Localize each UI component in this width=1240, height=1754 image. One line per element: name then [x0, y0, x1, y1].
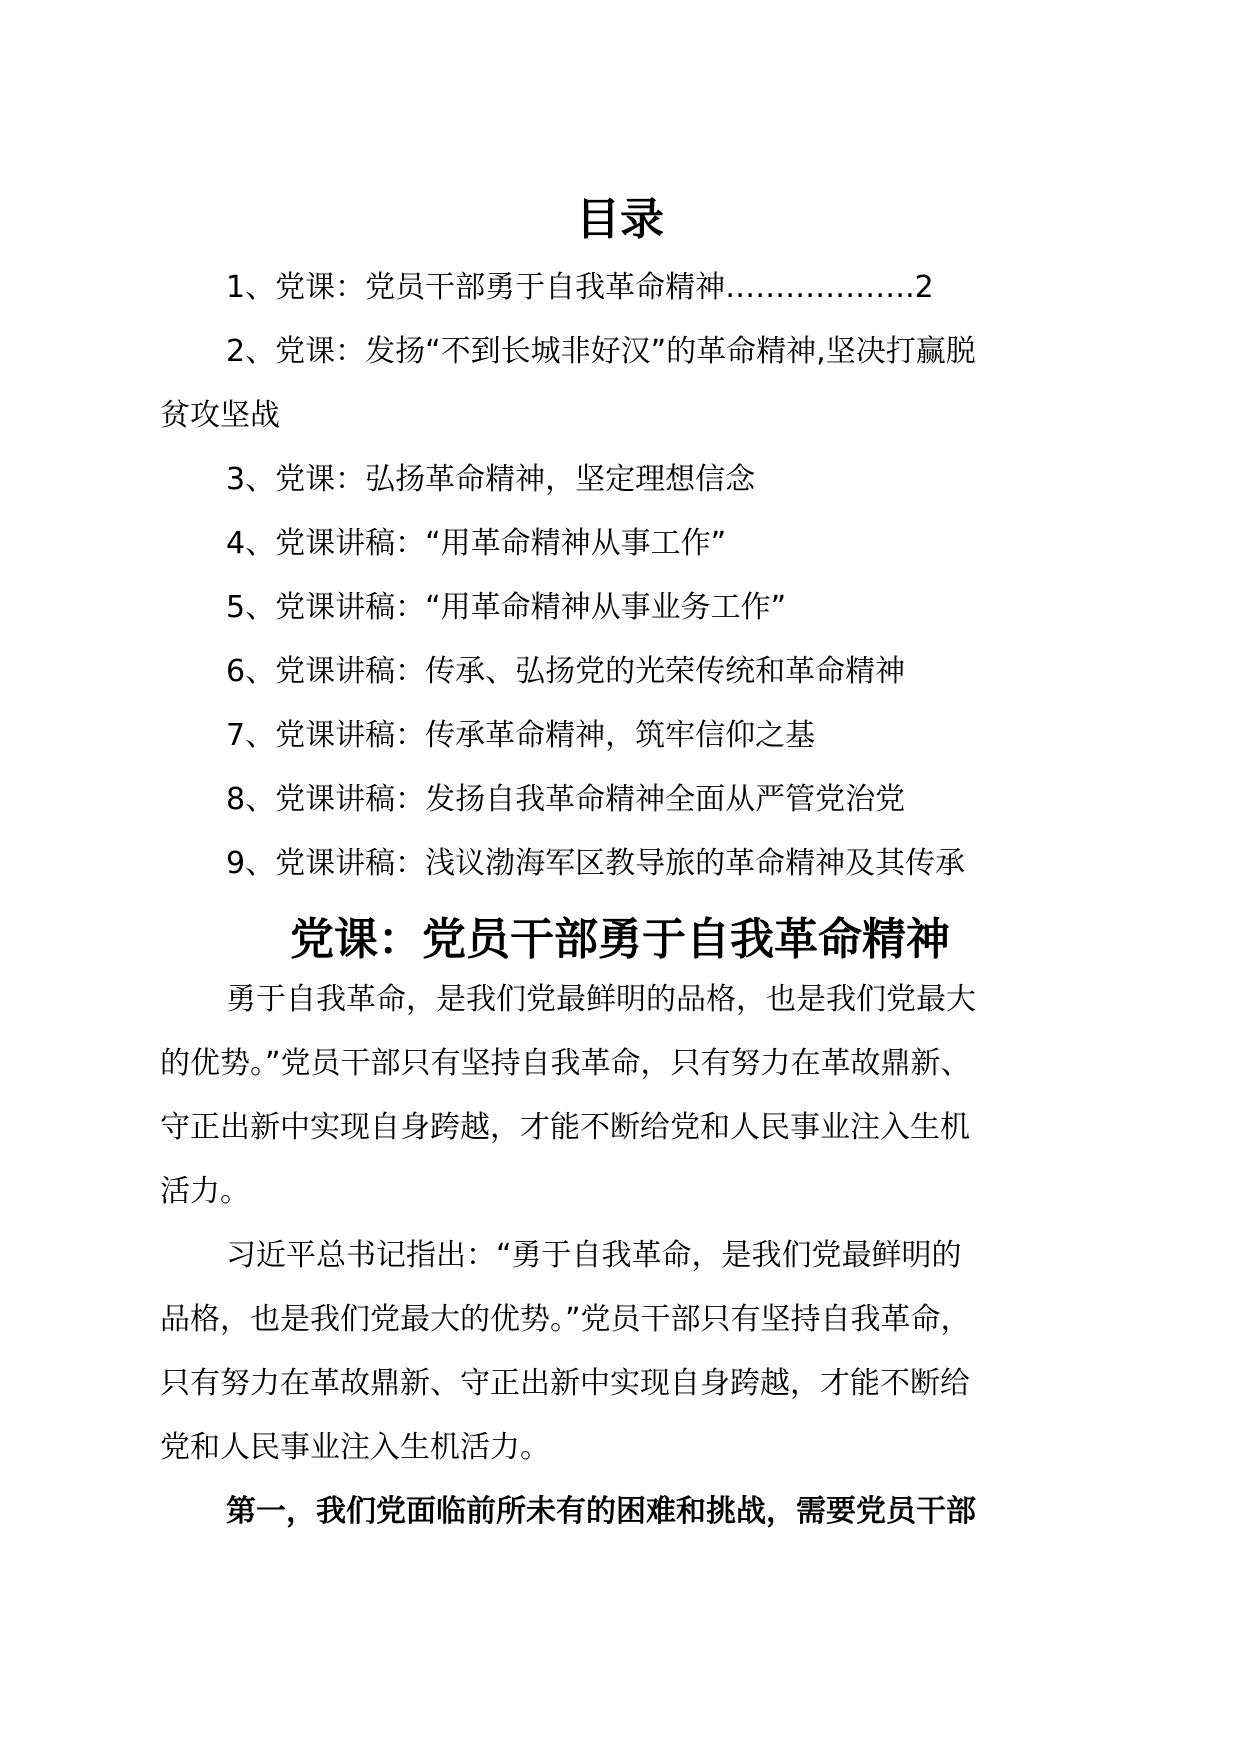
- paragraph-1-line-3: 守正出新中实现自身跨越，才能不断给党和人民事业注入生机: [160, 1110, 970, 1145]
- paragraph-3-line-1: 第一，我们党面临前所未有的困难和挑战，需要党员干部: [226, 1494, 976, 1529]
- paragraph-2-line-1: 习近平总书记指出：“勇于自我革命，是我们党最鲜明的: [226, 1238, 962, 1273]
- article-heading: 党课：党员干部勇于自我革命精神: [290, 914, 950, 965]
- toc-item-1: 1、党课：党员干部勇于自我革命精神……………….2: [226, 270, 934, 305]
- toc-item-5: 5、党课讲稿：“用革命精神从事业务工作”: [226, 590, 787, 625]
- toc-item-2-continued: 贫攻坚战: [160, 398, 280, 433]
- paragraph-2-line-4: 党和人民事业注入生机活力。: [160, 1430, 550, 1465]
- paragraph-2-line-2: 品格，也是我们党最大的优势。”党员干部只有坚持自我革命，: [160, 1302, 971, 1337]
- toc-title: 目录: [576, 194, 664, 245]
- toc-item-6: 6、党课讲稿：传承、弘扬党的光荣传统和革命精神: [226, 654, 906, 689]
- toc-item-4: 4、党课讲稿：“用革命精神从事工作”: [226, 526, 727, 561]
- toc-item-2: 2、党课：发扬“不到长城非好汉”的革命精神,坚决打赢脱: [226, 334, 976, 369]
- paragraph-1-line-1: 勇于自我革命，是我们党最鲜明的品格，也是我们党最大: [226, 982, 976, 1017]
- toc-item-8: 8、党课讲稿：发扬自我革命精神全面从严管党治党: [226, 782, 906, 817]
- paragraph-1-line-4: 活力。: [160, 1174, 250, 1209]
- toc-item-7: 7、党课讲稿：传承革命精神，筑牢信仰之基: [226, 718, 816, 753]
- paragraph-2-line-3: 只有努力在革故鼎新、守正出新中实现自身跨越，才能不断给: [160, 1366, 970, 1401]
- toc-item-9: 9、党课讲稿：浅议渤海军区教导旅的革命精神及其传承: [226, 846, 966, 881]
- toc-item-3: 3、党课：弘扬革命精神，坚定理想信念: [226, 462, 756, 497]
- paragraph-1-line-2: 的优势。”党员干部只有坚持自我革命，只有努力在革故鼎新、: [160, 1046, 971, 1081]
